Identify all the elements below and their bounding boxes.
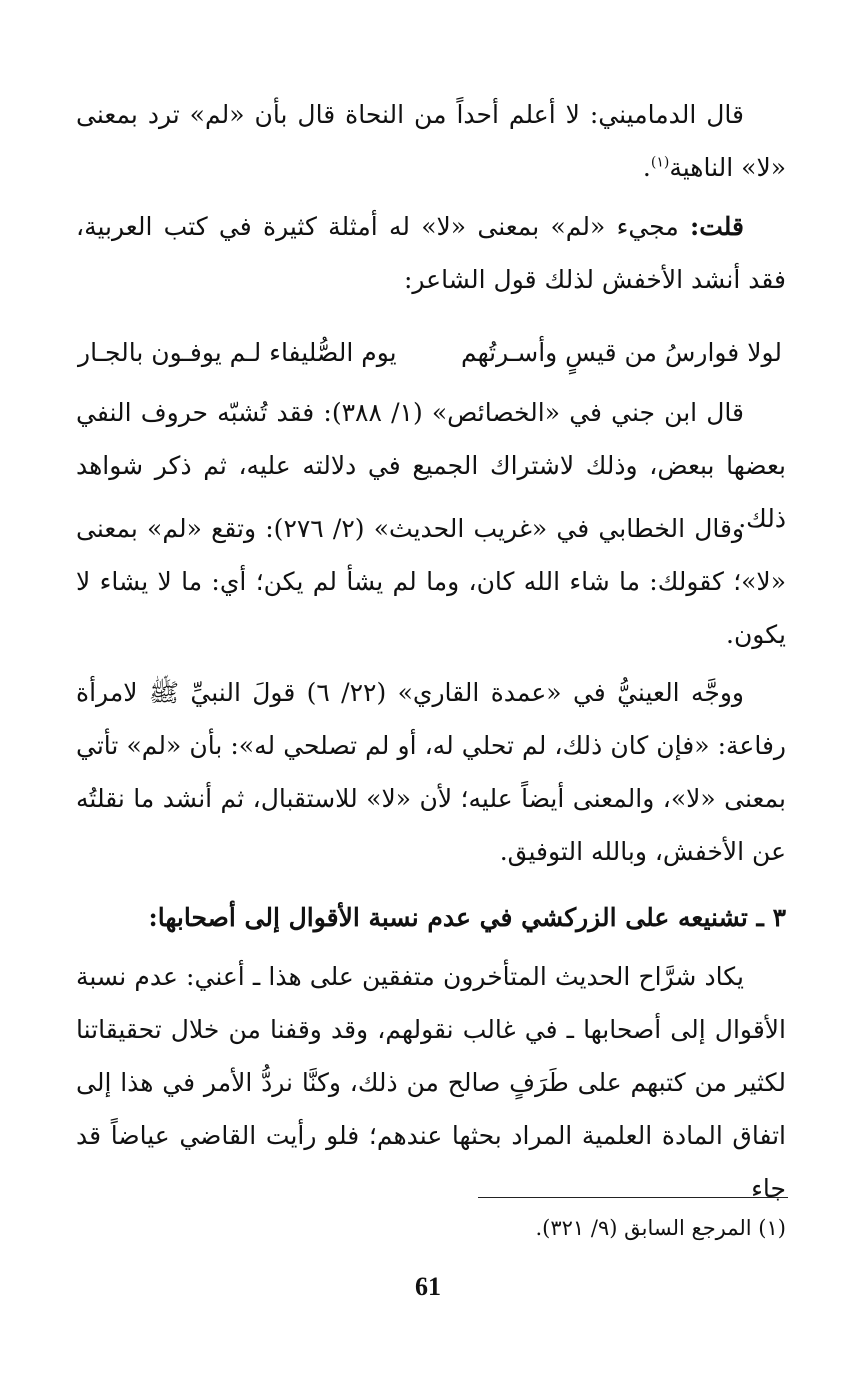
paragraph-shurrah: يكاد شرَّاح الحديث المتأخرون متفقين على هذا ـ أعني: عدم نسبة الأقوال إلى أصحابها ـ في غالب نقولهم، وقد وقفنا من خلال تحقيقاتنا لكثير من كتبهم على طَرَفٍ صالح من ذلك، وكنَّا نردُّ الأمر في هذا إلى اتفاق المادة العلمية المراد بحثها عندهم؛ فلو رأيت القاضي عياضاً قد جاء [76, 962, 786, 1203]
paragraph-khattabi: وقال الخطابي في «غريب الحديث» (٢/ ٢٧٦): وتقع «لم» بمعنى «لا»؛ كقولك: ما شاء الله كان، وما لم يشأ لم يكن؛ أي: ما لا يشاء لا يكون. [76, 514, 786, 649]
paragraph-aini: ووجَّه العينيُّ في «عمدة القاري» (٢٢/ ٦) قولَ النبيِّ ﷺ لامرأة رفاعة: «فإن كان ذلك، لم تحلي له، أو لم تصلحي له»: بأن «لم» تأتي بمعنى «لا»، والمعنى أيضاً عليه؛ لأن «لا» للاستقبال، ثم أنشد ما نقلتُه عن الأخفش، وبالله التوفيق. [76, 678, 786, 866]
footnote-ref: (١) [650, 154, 670, 171]
footnote: (١) المرجع السابق (٩/ ٣٢١). [535, 1216, 786, 1240]
paragraph-qultu [76, 200, 786, 306]
paragraph-ibn-jinni: قال ابن جني في «الخصائص» (١/ ٣٨٨): فقد تُشبّه حروف النفي بعضها ببعض، وذلك لاشتراك الجميع في دلالته عليه، ثم ذكر شواهد ذلك. [76, 398, 786, 533]
verse-first-hemistich: لولا فوارسُ من قيسٍ وأسـرتُهم [461, 338, 782, 367]
paragraph-text: قال الدماميني: لا أعلم أحداً من النحاة قال بأن «لم» ترد بمعنى «لا» الناهية [76, 100, 786, 182]
paragraph-text: مجيء «لم» بمعنى «لا» له أمثلة كثيرة في كتب العربية، فقد أنشد الأخفش لذلك قول الشاعر: [76, 212, 786, 294]
verse-second-hemistich: يوم الصُّليفاء لـم يوفـون بالجـار [78, 338, 397, 367]
page-number: 61 [415, 1272, 441, 1301]
section-heading: ٣ ـ تشنيعه على الزركشي في عدم نسبة الأقوال إلى أصحابها: [148, 903, 786, 932]
paragraph-lead: قلت: [689, 212, 744, 241]
paragraph-damamini [76, 88, 786, 194]
footnote-divider [478, 1197, 788, 1198]
paragraph-end: . [642, 153, 651, 182]
